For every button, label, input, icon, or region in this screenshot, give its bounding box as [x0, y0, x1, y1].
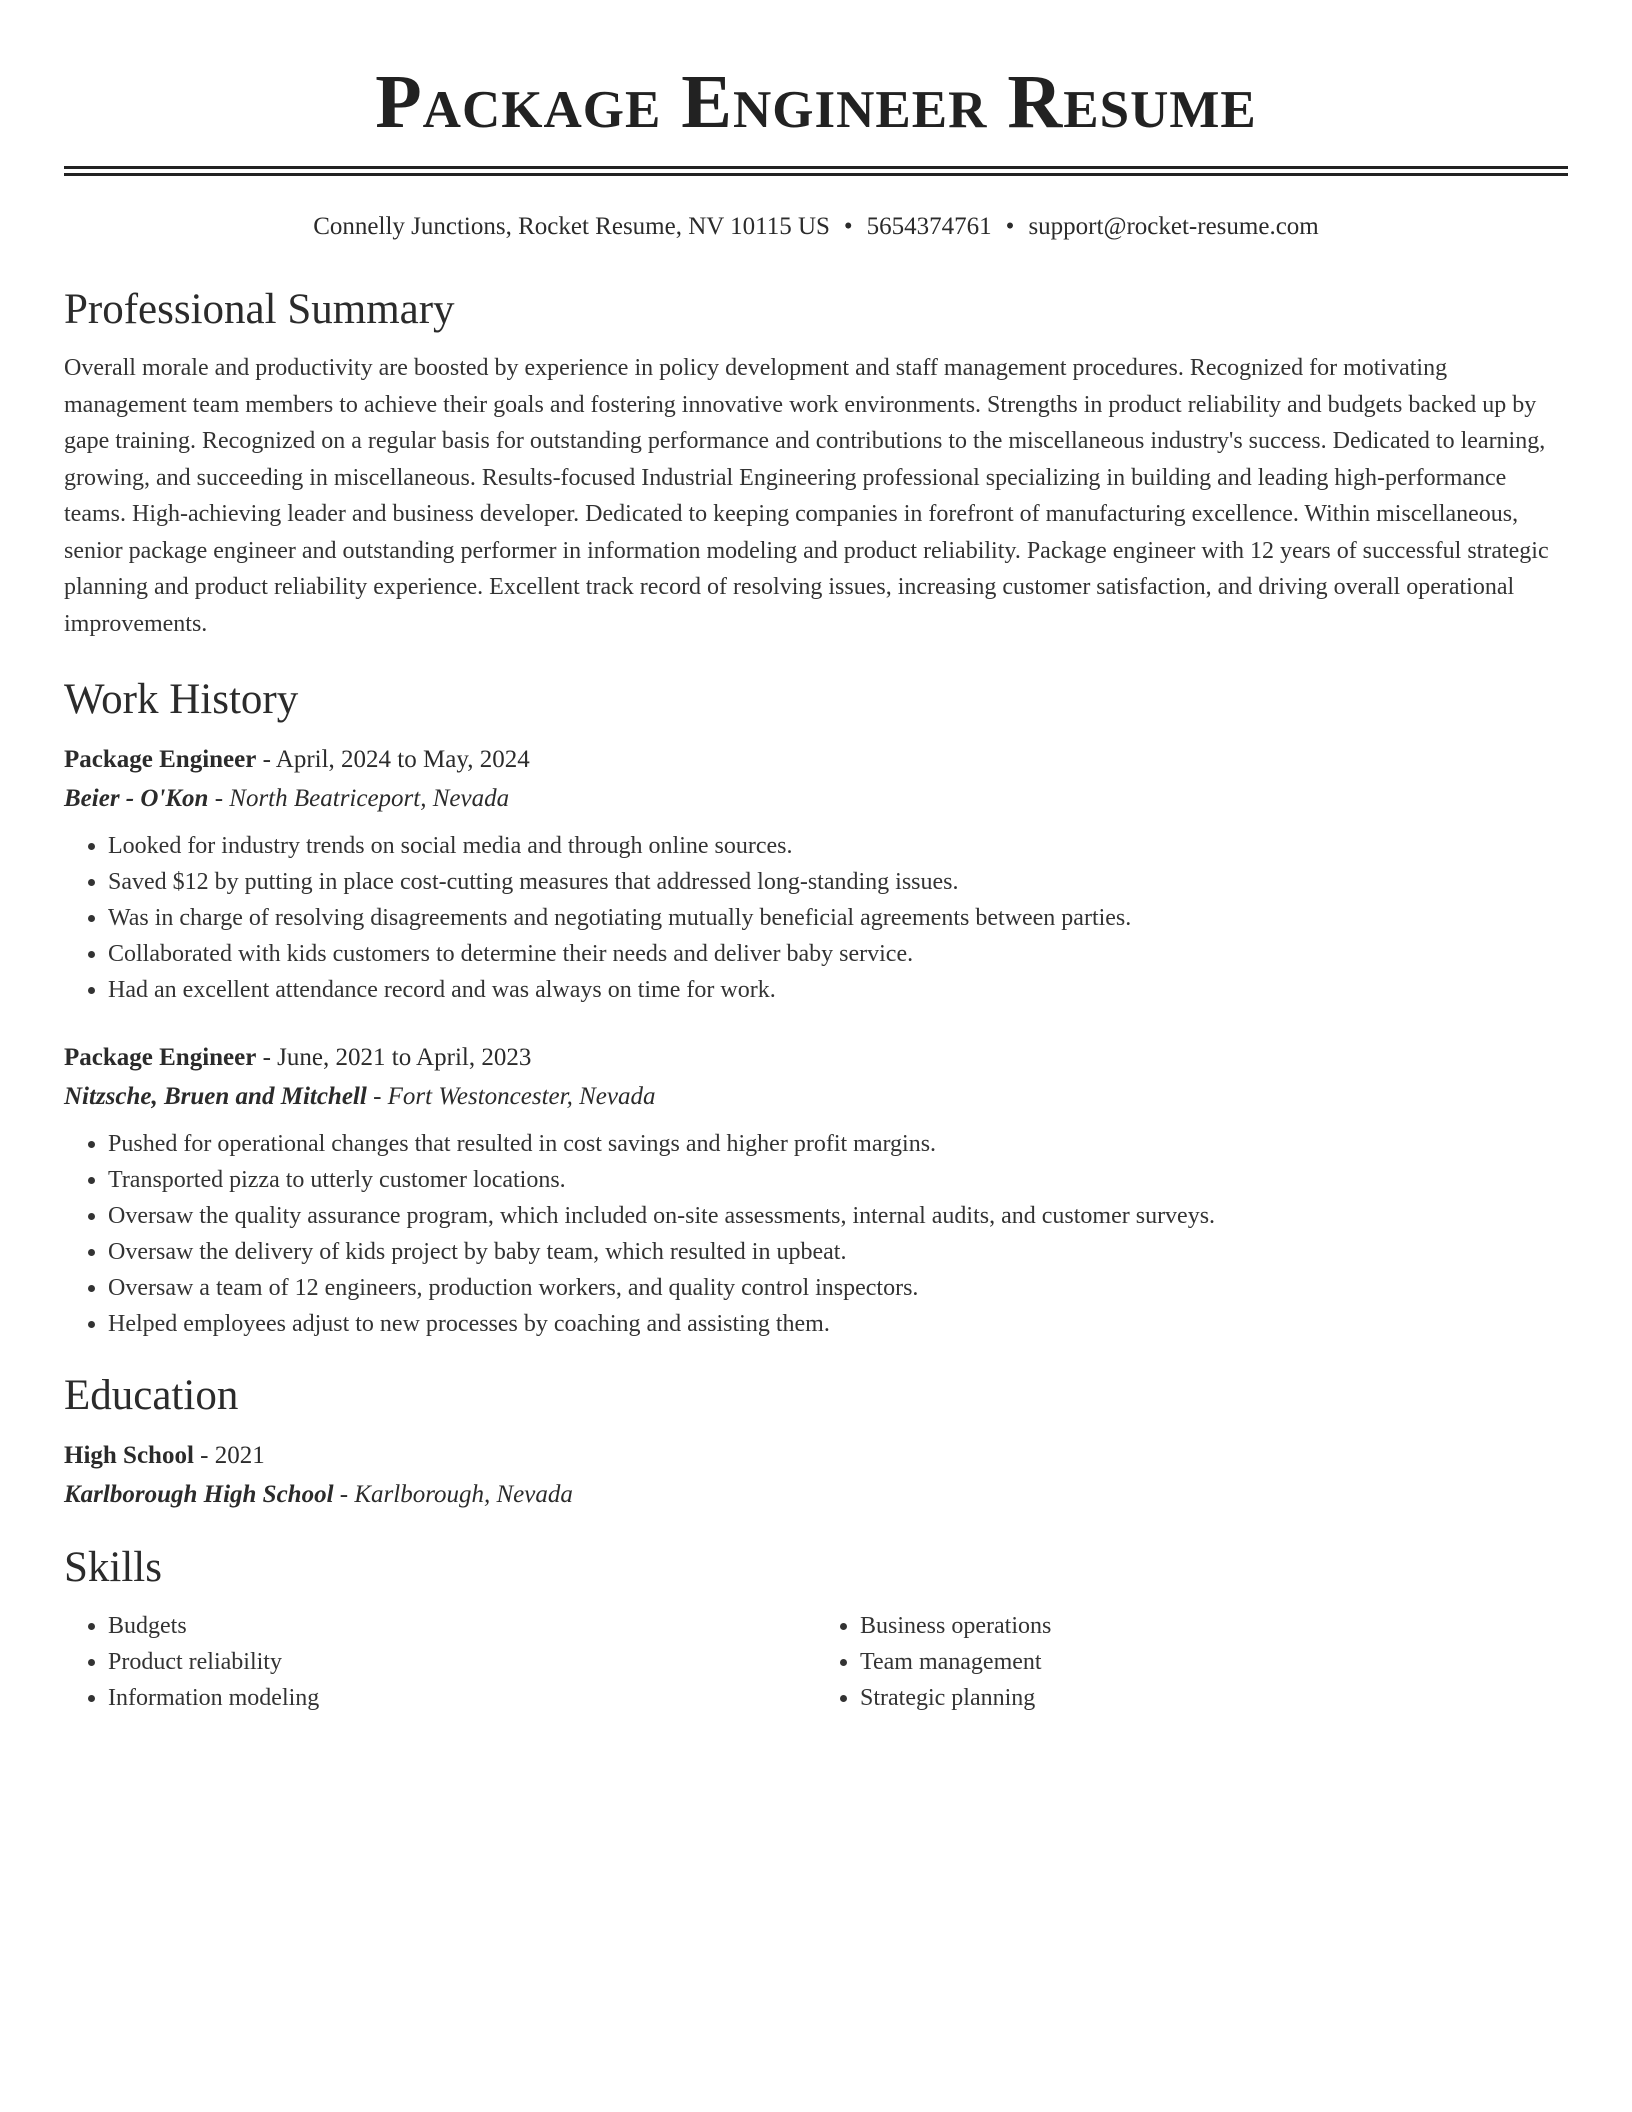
summary-heading: Professional Summary — [64, 286, 455, 333]
education-entry — [64, 1436, 1568, 1514]
work-history-heading: Work History — [64, 676, 299, 723]
skill-item: • Strategic planning — [860, 1680, 1568, 1716]
skill-item: • Business operations — [860, 1608, 1568, 1644]
contact-phone: 5654374761 — [866, 213, 992, 240]
list-item: • Transported pizza to utterly customer locations. — [108, 1162, 1568, 1198]
skill-item: • Information modeling — [108, 1680, 816, 1716]
skills-list-right — [816, 1608, 1568, 1716]
education-school-line — [64, 1475, 1568, 1514]
job-entry — [64, 740, 1568, 1008]
job-title-line — [64, 1038, 1568, 1077]
education-year: - 2021 — [193, 1442, 265, 1469]
contact-line — [64, 210, 1568, 244]
job-duties-list — [64, 828, 1568, 1008]
list-item: • Collaborated with kids customers to determine their needs and deliver baby service. — [108, 936, 1568, 972]
list-item: • Oversaw the delivery of kids project by baby team, which resulted in upbeat. — [108, 1234, 1568, 1270]
job-company-line — [64, 1077, 1568, 1116]
job-company: Nitzsche, Bruen and Mitchell — [64, 1083, 367, 1110]
list-item: • Helped employees adjust to new processes by coaching and assisting them. — [108, 1306, 1568, 1342]
list-item: • Pushed for operational changes that resulted in cost savings and higher profit margins. — [108, 1126, 1568, 1162]
education-school: Karlborough High School — [64, 1481, 334, 1508]
job-dates: - June, 2021 to April, 2023 — [256, 1044, 532, 1071]
skills-list-left — [64, 1608, 816, 1716]
list-item: • Was in charge of resolving disagreements and negotiating mutually beneficial agreements between parties. — [108, 900, 1568, 936]
job-title-line — [64, 740, 1568, 779]
resume-title: Package Engineer Resume — [375, 60, 1257, 144]
job-company-line — [64, 779, 1568, 818]
summary-text: Overall morale and productivity are boosted by experience in policy development and staff management procedures. Recognized for motivating management team members to achieve their goals and fostering innovative work environments. Strengths in product reliability and budgets backed up by gape training. Recognized on a regular basis for outstanding performance and contributions to the miscellaneous industry's success. Dedicated to learning, growing, and succeeding in miscellaneous. Results-focused Industrial Engineering professional specializing in building and leading high-performance teams. High-achieving leader and business developer. Dedicated to keeping companies in forefront of manufacturing excellence. Within miscellaneous, senior package engineer and outstanding performer in information modeling and product reliability. Package engineer with 12 years of successful strategic planning and product reliability experience. Excellent track record of resolving issues, increasing customer satisfaction, and driving overall operational improvements. — [64, 355, 1549, 637]
list-item: • Saved $12 by putting in place cost-cutting measures that addressed long-standing issues. — [108, 864, 1568, 900]
skill-item: • Budgets — [108, 1608, 816, 1644]
contact-separator: • — [843, 213, 853, 240]
job-location: - North Beatriceport, Nevada — [208, 785, 510, 812]
skill-item: • Team management — [860, 1644, 1568, 1680]
job-duties-list — [64, 1126, 1568, 1342]
contact-address: Connelly Junctions, Rocket Resume, NV 10115 US — [313, 213, 830, 240]
skills-heading: Skills — [64, 1544, 162, 1591]
job-dates: - April, 2024 to May, 2024 — [256, 746, 530, 773]
job-title: Package Engineer — [64, 1044, 257, 1071]
contact-email: support@rocket-resume.com — [1028, 213, 1319, 240]
job-location: - Fort Westoncester, Nevada — [366, 1083, 656, 1110]
job-entry — [64, 1038, 1568, 1342]
skill-item: • Product reliability — [108, 1644, 816, 1680]
education-location: - Karlborough, Nevada — [333, 1481, 573, 1508]
education-degree-line — [64, 1436, 1568, 1475]
job-company: Beier - O'Kon — [64, 785, 209, 812]
contact-separator: • — [1005, 213, 1015, 240]
list-item: • Oversaw a team of 12 engineers, production workers, and quality control inspectors. — [108, 1270, 1568, 1306]
education-degree: High School — [64, 1442, 194, 1469]
education-heading: Education — [64, 1372, 239, 1419]
list-item: • Oversaw the quality assurance program, which included on-site assessments, internal audits, and customer surveys. — [108, 1198, 1568, 1234]
job-title: Package Engineer — [64, 746, 257, 773]
title-double-rule — [64, 166, 1568, 176]
skills-columns — [64, 1608, 1568, 1716]
list-item: • Looked for industry trends on social media and through online sources. — [108, 828, 1568, 864]
list-item: • Had an excellent attendance record and was always on time for work. — [108, 972, 1568, 1008]
